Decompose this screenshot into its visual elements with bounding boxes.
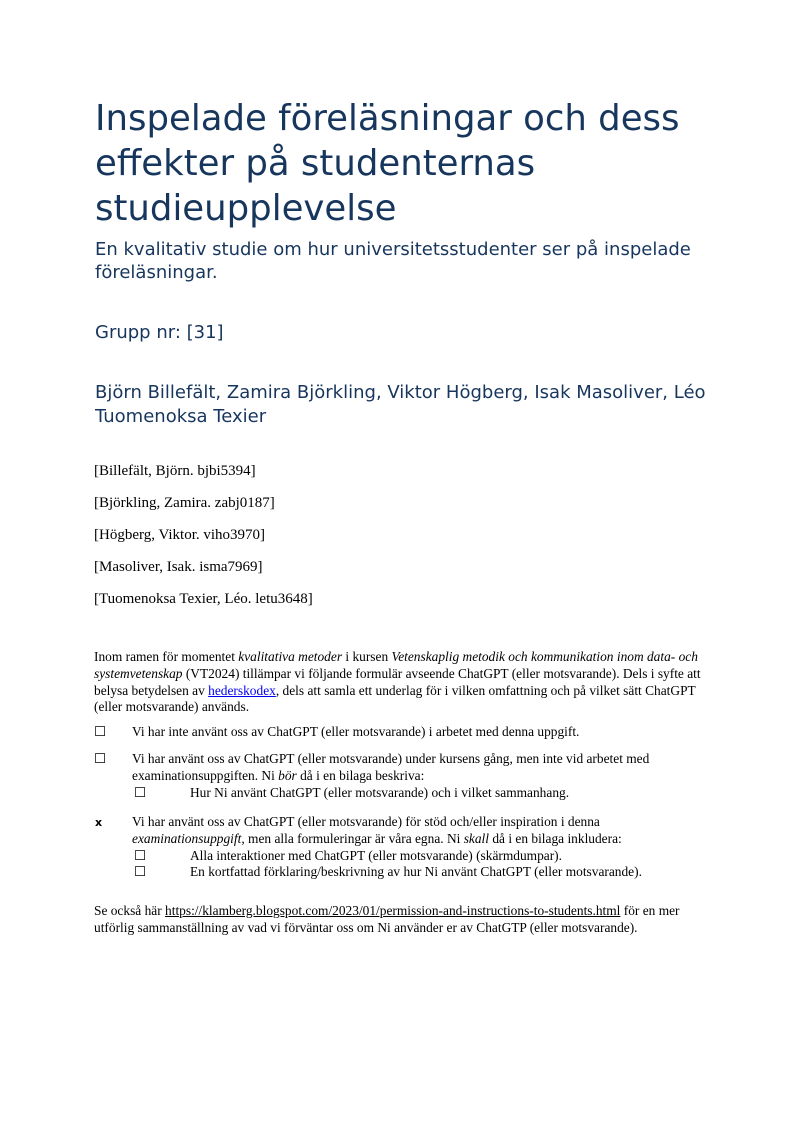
option-text-emphasis: skall [463,830,489,846]
footer-text: Se också här [94,903,166,918]
checkbox-empty-icon[interactable]: ☐ [94,751,107,766]
sub-option [94,785,706,802]
chatgpt-option-not-used [94,724,706,741]
sub-option [94,864,706,881]
student-id-item: [Tuomenoksa Texier, Léo. letu3648] [94,591,313,607]
footer-paragraph [94,903,706,937]
option-text [132,751,706,785]
sub-option-text: En kortfattad förklaring/beskrivning av hur Ni använt ChatGPT (eller motsvarande). [190,864,642,880]
option-text-part: då i en bilaga beskriva: [296,767,425,783]
footer-text: för en mer utförlig sammanställning av vad vi förväntar oss om Ni använder er av ChatGTP (eller motsvarande). [94,903,680,935]
checkbox-empty-icon[interactable]: ☐ [134,847,147,863]
intro-text: i kursen [342,649,392,664]
honor-code-link[interactable]: hederskodex [208,682,276,698]
student-id-item: [Billefält, Björn. bjbi5394] [94,463,256,479]
option-text-emphasis: examinationsuppgift [132,830,242,846]
student-id-list [94,462,313,622]
option-text-part: då i en bilaga inkludera: [489,830,622,846]
checkbox-empty-icon[interactable]: ☐ [94,724,107,739]
instructions-link[interactable]: https://klamberg.blogspot.com/2023/01/permission-and-instructions-to-students.html [165,903,621,918]
checkbox-checked-icon[interactable]: x [95,816,103,829]
document-title: Inspelade föreläsningar och dess effekter på studenternas studieupplevelse [95,98,680,229]
option-text-emphasis: bör [278,767,297,783]
intro-emphasis-method: kvalitativa metoder [238,649,343,664]
option-text-part: Vi har använt oss av ChatGPT (eller motsvarande) för stöd och/eller inspiration i denna [132,814,600,829]
author-list: Björn Billefält, Zamira Björkling, Viktor Högberg, Isak Masoliver, Léo Tuomenoksa Texier [95,382,706,427]
chatgpt-option-used-in-course [94,751,706,801]
sub-option-text: Alla interaktioner med ChatGPT (eller motsvarande) (skärmdumpar). [190,847,562,863]
student-id-item: [Björkling, Zamira. zabj0187] [94,495,275,511]
sub-option-text: Hur Ni använt ChatGPT (eller motsvarande) och i vilket sammanhang. [190,784,570,800]
document-subtitle: En kvalitativ studie om hur universitetsstudenter ser på inspelade föreläsningar. [95,239,691,283]
option-text-part: , men alla formuleringar är våra egna. Ni [241,830,464,846]
checkbox-empty-icon[interactable]: ☐ [134,784,147,800]
intro-text: , dels att samla ett underlag för i vilken omfattning och på vilket sätt ChatGPT (eller motsvarande) används. [94,682,696,715]
chatgpt-intro-paragraph [94,649,704,716]
intro-emphasis-course: Vetenskaplig metodik och kommunikation inom data- och systemvetenskap [94,649,698,681]
student-id-item: [Masoliver, Isak. isma7969] [94,559,263,575]
chatgpt-option-used-for-support [94,814,706,881]
checkbox-empty-icon[interactable]: ☐ [134,864,147,880]
intro-text: (VT2024) tillämpar vi följande formulär avseende ChatGPT (eller motsvarande). Dels i syfte att belysa betydelsen av [94,665,701,698]
group-number: Grupp nr: [31] [95,322,224,343]
intro-text: Inom ramen för momentet [94,649,239,664]
sub-option [94,848,706,865]
student-id-item: [Högberg, Viktor. viho3970] [94,527,266,543]
option-text-part: Vi har använt oss av ChatGPT (eller motsvarande) under kursens gång, men inte vid arbetet med examinationsuppgiften. Ni [132,751,650,783]
option-text: Vi har inte använt oss av ChatGPT (eller motsvarande) i arbetet med denna uppgift. [132,724,580,739]
option-text [132,814,706,848]
